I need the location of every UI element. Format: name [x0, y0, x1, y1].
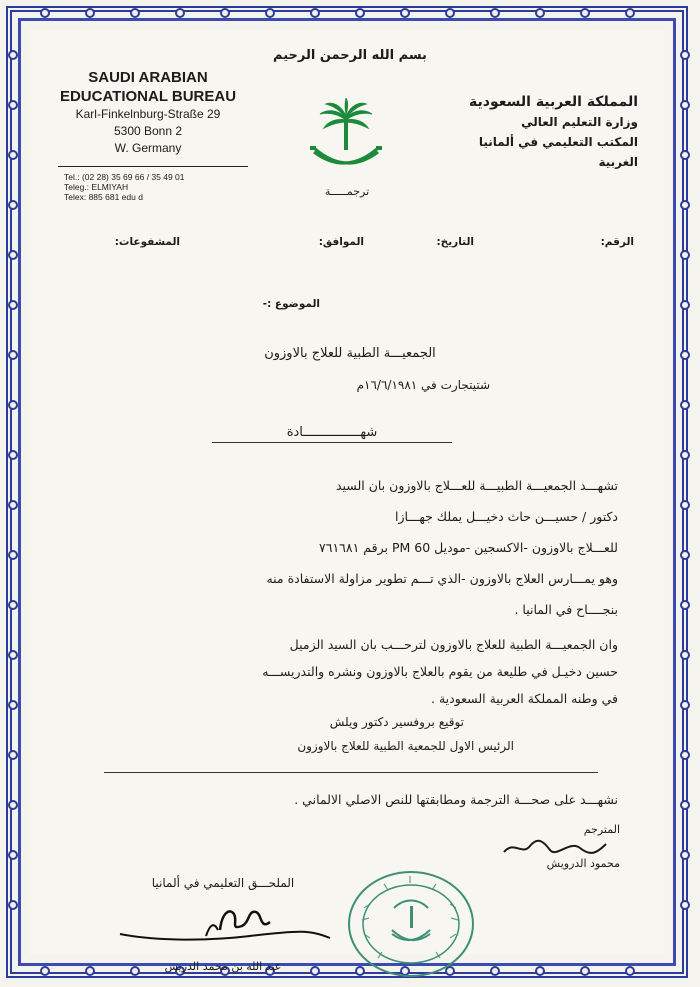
border-knot: [220, 8, 230, 18]
border-knot: [445, 8, 455, 18]
border-knot: [680, 350, 690, 360]
border-knot: [680, 150, 690, 160]
border-knot: [680, 750, 690, 760]
border-knot: [680, 400, 690, 410]
border-knot: [8, 300, 18, 310]
address-line3: W. Germany: [114, 141, 182, 155]
border-knot: [400, 8, 410, 18]
translator-signature-icon: [500, 836, 610, 860]
attachments-field-label: المشفوعات:: [114, 236, 180, 248]
palm-swords-emblem-icon: [306, 98, 386, 178]
border-knot: [265, 8, 275, 18]
border-knot: [680, 700, 690, 710]
border-knot: [8, 100, 18, 110]
border-knot: [40, 8, 50, 18]
border-knot: [680, 500, 690, 510]
border-knot: [535, 8, 545, 18]
border-knot: [8, 550, 18, 560]
teleg-line: Teleg.: ELMIYAH: [64, 182, 129, 192]
border-knot: [40, 966, 50, 976]
border-knot: [8, 150, 18, 160]
date-field-label: التاريخ:: [436, 236, 474, 248]
border-knot: [680, 600, 690, 610]
attache-signature-icon: [110, 900, 340, 950]
document-date: شتيتجارت في ١٦/٦/١٩٨١م: [356, 378, 490, 392]
border-knot: [680, 900, 690, 910]
border-knot: [355, 8, 365, 18]
border-knot: [310, 8, 320, 18]
border-knot: [680, 300, 690, 310]
border-knot: [580, 8, 590, 18]
paragraph-line: وهو يمـــارس العلاج بالاوزون -الذي تـــم تطوير مزاولة الاستفادة منه: [266, 571, 618, 586]
border-knot: [8, 750, 18, 760]
address-line2: 5300 Bonn 2: [113, 124, 183, 138]
bureau-english-header: [48, 68, 248, 157]
address-line1: Karl-Finkelnburg-Straße 29: [75, 107, 221, 121]
signatory-name: توقيع بروفسير دكتور ويلش: [329, 715, 464, 729]
border-knot: [8, 400, 18, 410]
bureau-arabic-header: [438, 92, 638, 172]
border-knot: [8, 450, 18, 460]
paragraph-line: دكتور / حسيـــن حاث دخيـــل يملك جهـــازا: [395, 509, 618, 524]
border-knot: [680, 250, 690, 260]
paragraph-2: [98, 631, 618, 712]
paragraph-1: [98, 470, 618, 625]
basmala: بسم الله الرحمن الرحيم: [273, 48, 427, 63]
border-knot: [680, 200, 690, 210]
arabic-line3: المكتب التعليمي في ألمانيا الغربية: [478, 135, 638, 169]
telex-line: Telex: 885 681 edu d: [64, 192, 143, 202]
paragraph-line: تشهـــد الجمعيـــة الطبيـــة للعـــلاج بالاوزون بان السيد: [335, 478, 618, 493]
translation-attestation: نشهـــد على صحـــة الترجمة ومطابقتها للنص الاصلي الالماني .: [294, 792, 618, 807]
paragraph-line: بنجــــاح في المانيا .: [514, 602, 618, 617]
certificate-title: شهـــــــــــــــادة: [212, 425, 452, 443]
border-knot: [490, 966, 500, 976]
border-knot: [490, 8, 500, 18]
border-knot: [535, 966, 545, 976]
border-knot: [8, 650, 18, 660]
border-knot: [680, 850, 690, 860]
border-knot: [85, 966, 95, 976]
border-knot: [680, 800, 690, 810]
paragraph-line: حسين دخيـل في طليعة من يقوم بالعلاج بالاوزون ونشره والتدريســـه: [262, 664, 618, 679]
border-knot: [680, 450, 690, 460]
border-knot: [625, 8, 635, 18]
border-knot: [680, 100, 690, 110]
arabic-line1: المملكة العربية السعودية: [469, 94, 638, 110]
border-knot: [8, 850, 18, 860]
corresponding-field-label: الموافق:: [318, 236, 364, 248]
border-knot: [8, 500, 18, 510]
translation-label: ترجمـــــة: [324, 185, 370, 198]
paragraph-line: في وطنه المملكة العربية السعودية .: [431, 691, 618, 706]
paragraph-line: للعـــلاج بالاوزون -الاكسجين -موديل PM 60 برقم ٧٦١٦٨١: [319, 540, 618, 555]
border-knot: [130, 8, 140, 18]
border-knot: [680, 550, 690, 560]
border-knot: [680, 650, 690, 660]
border-knot: [8, 600, 18, 610]
border-knot: [625, 966, 635, 976]
contact-info: [64, 172, 185, 202]
border-knot: [8, 900, 18, 910]
organization-title: الجمعيـــة الطبية للعلاج بالاوزون: [264, 346, 436, 361]
border-knot: [580, 966, 590, 976]
paragraph-line: وان الجمعيـــة الطبية للعلاج بالاوزون لترحـــب بان السيد الزميل: [289, 637, 618, 652]
bureau-name-line2: EDUCATIONAL BUREAU: [59, 88, 237, 105]
border-knot: [8, 350, 18, 360]
bureau-name-line1: SAUDI ARABIAN: [88, 69, 208, 86]
border-knot: [8, 700, 18, 710]
border-knot: [8, 800, 18, 810]
subject-field-label: الموضوع :-: [262, 298, 320, 310]
border-knot: [8, 200, 18, 210]
attache-title: الملحـــق التعليمي في ألمانيا: [151, 876, 295, 890]
header-rule: [58, 166, 248, 167]
signatory-block: [297, 710, 514, 758]
signatory-title: الرئيس الاول للجمعية الطبية للعلاج بالاوزون: [297, 739, 514, 753]
tel-line: Tel.: (02 28) 35 69 66 / 35 49 01: [64, 172, 185, 182]
number-field-label: الرقم:: [600, 236, 634, 248]
border-knot: [85, 8, 95, 18]
certificate-body: [98, 470, 618, 712]
official-seal-stamp-icon: [344, 868, 478, 980]
translator-label: المترجم: [583, 823, 620, 836]
attache-name: عبد الله بن محمد الدريس: [164, 960, 282, 973]
translator-name: محمود الدرويش: [546, 857, 620, 870]
arabic-line2: وزارة التعليم العالي: [521, 115, 638, 129]
border-knot: [175, 8, 185, 18]
section-divider: [104, 772, 598, 773]
border-knot: [8, 250, 18, 260]
